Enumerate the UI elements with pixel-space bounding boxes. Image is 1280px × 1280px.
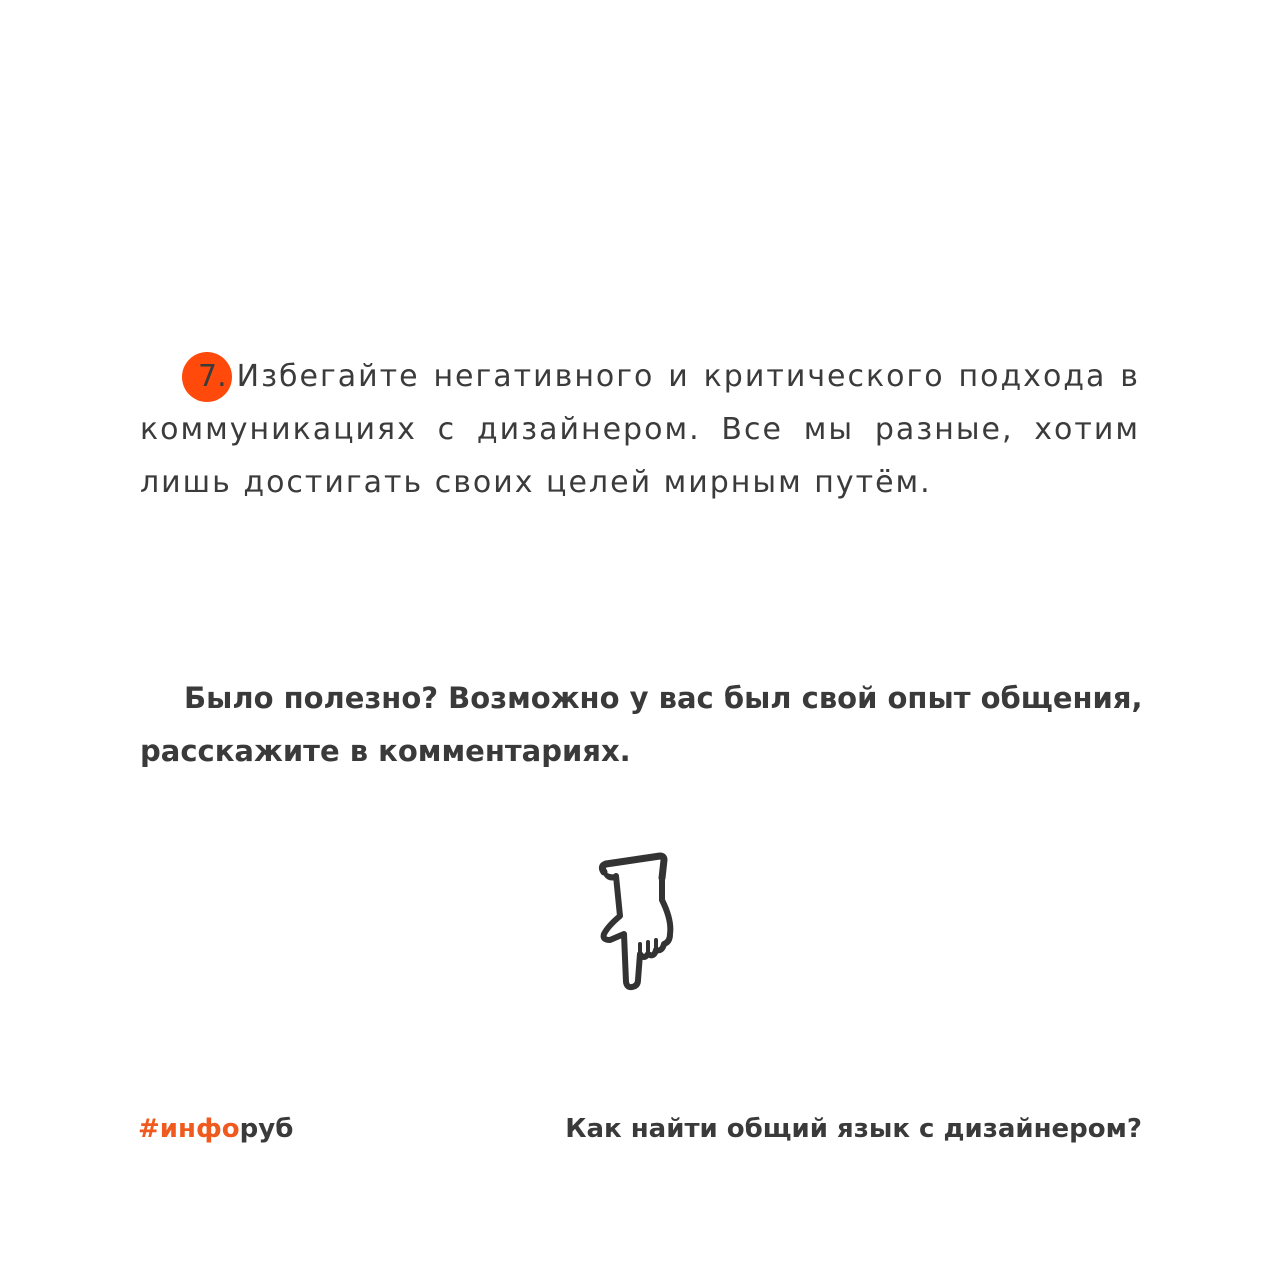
tip-text: Избегайте негативного и критического подхода в коммуникациях с дизайнером. Все мы разные, хотим лишь достигать своих целей мирным путём. (140, 359, 1140, 500)
series-title: Как найти общий язык с дизайнером? (565, 1114, 1142, 1144)
pointing-down-hand-icon (594, 850, 686, 992)
tip-paragraph (140, 350, 1140, 509)
number-badge (184, 350, 227, 403)
hashtag-accent: #инфо (138, 1114, 240, 1144)
tip-number: 7. (198, 359, 227, 394)
hashtag (138, 1114, 293, 1144)
hashtag-rest: руб (239, 1114, 294, 1144)
question-paragraph: Было полезно? Возможно у вас был свой опыт общения, расскажите в комментариях. (140, 681, 1143, 768)
